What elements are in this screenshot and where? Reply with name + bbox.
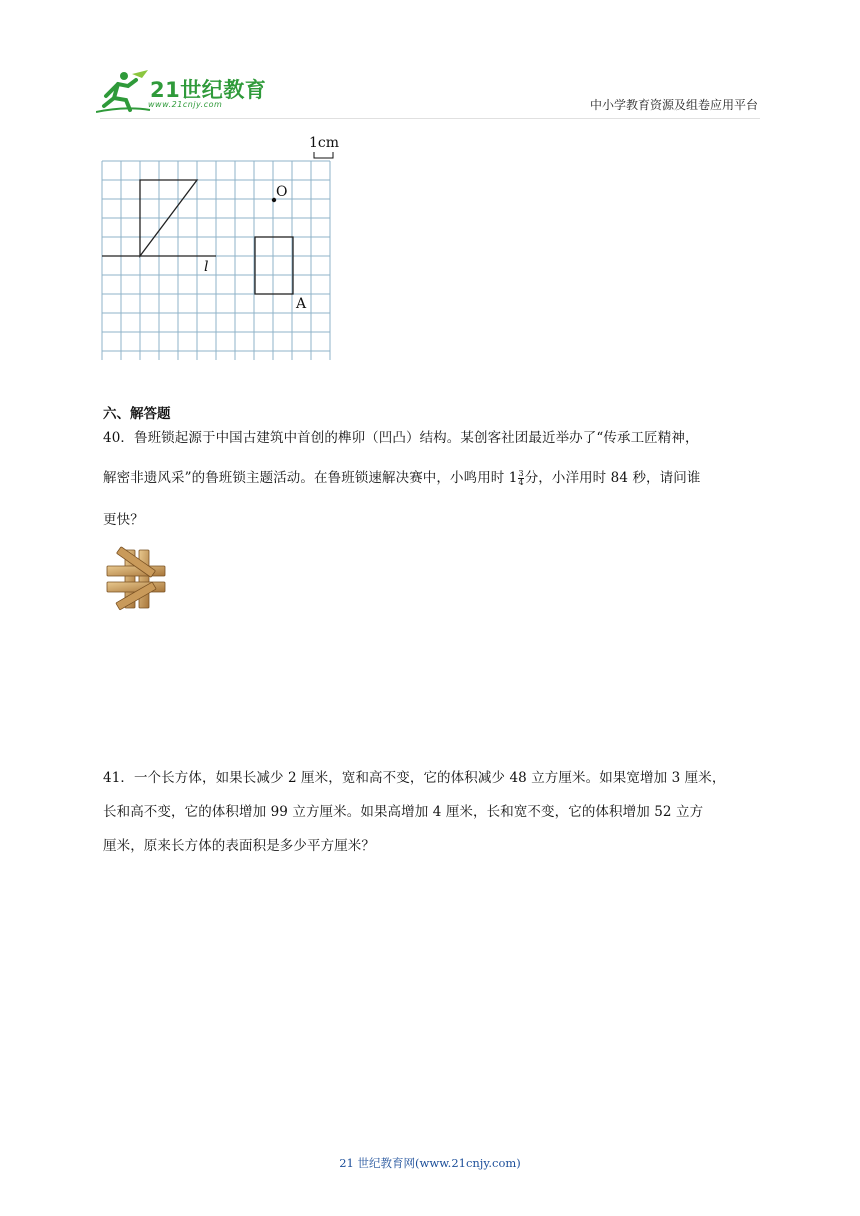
header-divider <box>100 118 760 119</box>
section-title: 六、解答题 <box>103 406 171 422</box>
grid-lines <box>102 161 330 360</box>
rect-a-label: A <box>296 296 307 312</box>
logo-url: www.21cnjy.com <box>148 100 223 109</box>
logo-text: 21世纪教育 <box>150 78 267 102</box>
q40-line2-a: 解密非遗风采”的鲁班锁主题活动。在鲁班锁速解决赛中，小鸣用时 1 <box>103 470 518 486</box>
mixed-fraction <box>518 470 523 487</box>
luban-lock-image <box>103 546 169 612</box>
fraction-denominator: 4 <box>518 478 524 487</box>
q41-line1: 41．一个长方体，如果长减少 2 厘米，宽和高不变，它的体积减少 48 立方厘米。如果宽增加 3 厘米， <box>103 770 726 786</box>
q40-line2 <box>103 468 700 488</box>
q40-line3: 更快？ <box>103 512 144 528</box>
footer: 21 世纪教育网(www.21cnjy.com) <box>339 1156 521 1170</box>
line-l-label: l <box>204 259 209 275</box>
grid-figure <box>98 130 348 360</box>
scale-bracket <box>314 152 333 158</box>
q40-line1: 40．鲁班锁起源于中国古建筑中首创的榫卯（凹凸）结构。某创客社团最近举办了“传承工匠精神， <box>103 430 699 446</box>
scale-label: 1cm <box>309 135 340 151</box>
q41-line2: 长和高不变，它的体积增加 99 立方厘米。如果高增加 4 厘米，长和宽不变，它的体积增加 52 立方 <box>103 804 704 820</box>
site-name: 中小学教育资源及组卷应用平台 <box>589 98 758 112</box>
q40-line2-b: 分，小洋用时 84 秒，请问谁 <box>524 470 701 486</box>
point-o-label: O <box>276 184 288 200</box>
fraction-numerator: 3 <box>518 469 524 478</box>
q41-line3: 厘米，原来长方体的表面积是多少平方厘米？ <box>103 838 375 854</box>
rectangle-a <box>255 237 293 294</box>
